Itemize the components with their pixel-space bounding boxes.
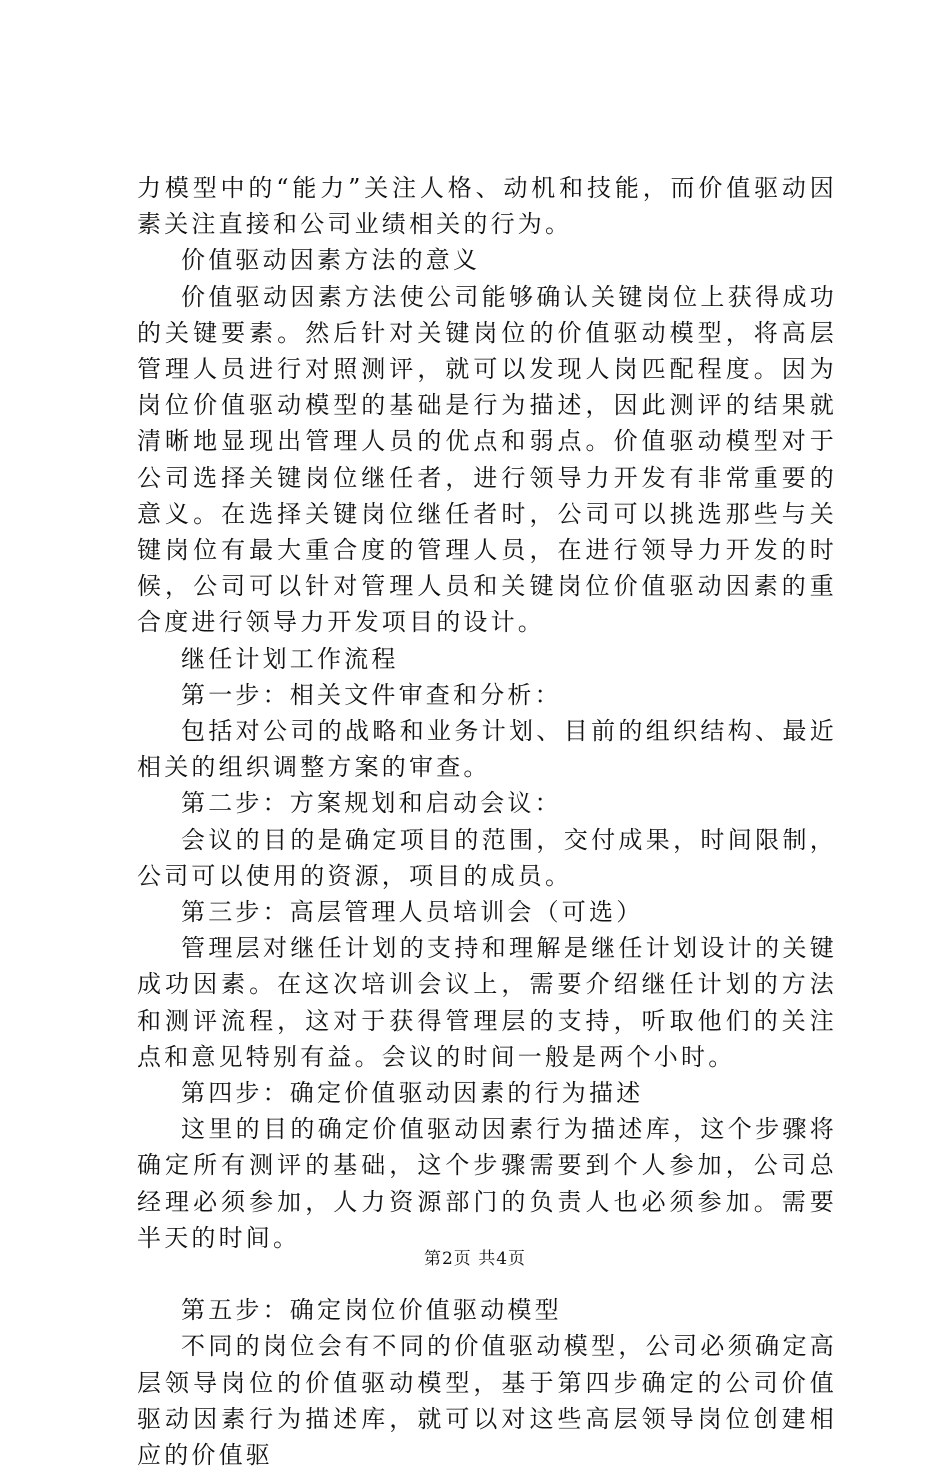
page-number-label: 第2页 共4页 <box>423 1249 527 1269</box>
paragraph-significance: 价值驱动因素方法使公司能够确认关键岗位上获得成功的关键要素。然后针对关键岗位的价值驱动模型，将高层管理人员进行对照测评，就可以发现人岗匹配程度。因为岗位价值驱动模型的基础是行为描述，因此测评的结果就清晰地显现出管理人员的优点和弱点。价值驱动模型对于公司选择关键岗位继任者，进行领导力开发有非常重要的意义。在选择关键岗位继任者时，公司可以挑选那些与关键岗位有最大重合度的管理人员，在进行领导力开发的时候，公司可以针对管理人员和关键岗位价值驱动因素的重合度进行领导力开发项目的设计。 <box>137 282 837 637</box>
step-2-body: 会议的目的是确定项目的范围，交付成果，时间限制，公司可以使用的资源，项目的成员。 <box>137 825 837 890</box>
step-4-heading: 第四步：确定价值驱动因素的行为描述 <box>181 1079 644 1108</box>
step-2-heading: 第二步：方案规划和启动会议： <box>181 789 562 818</box>
step-1-heading: 第一步：相关文件审查和分析： <box>181 680 562 709</box>
paragraph-continued: 力模型中的“能力”关注人格、动机和技能，而价值驱动因素关注直接和公司业绩相关的行为。 <box>137 174 837 239</box>
step-5-body: 不同的岗位会有不同的价值驱动模型，公司必须确定高层领导岗位的价值驱动模型，基于第四步确定的公司价值驱动因素行为描述库，就可以对这些高层领导岗位创建相应的价值驱 <box>137 1332 837 1469</box>
document-body <box>137 170 837 1473</box>
step-4-body: 这里的目的确定价值驱动因素行为描述库，这个步骤将确定所有测评的基础，这个步骤需要到个人参加，公司总经理必须参加，人力资源部门的负责人也必须参加。需要半天的时间。 <box>137 1115 837 1252</box>
step-1-body: 包括对公司的战略和业务计划、目前的组织结构、最近相关的组织调整方案的审查。 <box>137 717 837 782</box>
section-heading-significance: 价值驱动因素方法的意义 <box>181 246 481 275</box>
section-heading-workflow: 继任计划工作流程 <box>181 644 399 673</box>
step-3-body: 管理层对继任计划的支持和理解是继任计划设计的关键成功因素。在这次培训会议上，需要介绍继任计划的方法和测评流程，这对于获得管理层的支持，听取他们的关注点和意见特别有益。会议的时间一般是两个小时。 <box>137 934 837 1071</box>
page-footer <box>0 1244 950 1269</box>
step-5-heading: 第五步：确定岗位价值驱动模型 <box>181 1296 562 1325</box>
step-3-heading: 第三步：高层管理人员培训会（可选） <box>181 898 644 927</box>
